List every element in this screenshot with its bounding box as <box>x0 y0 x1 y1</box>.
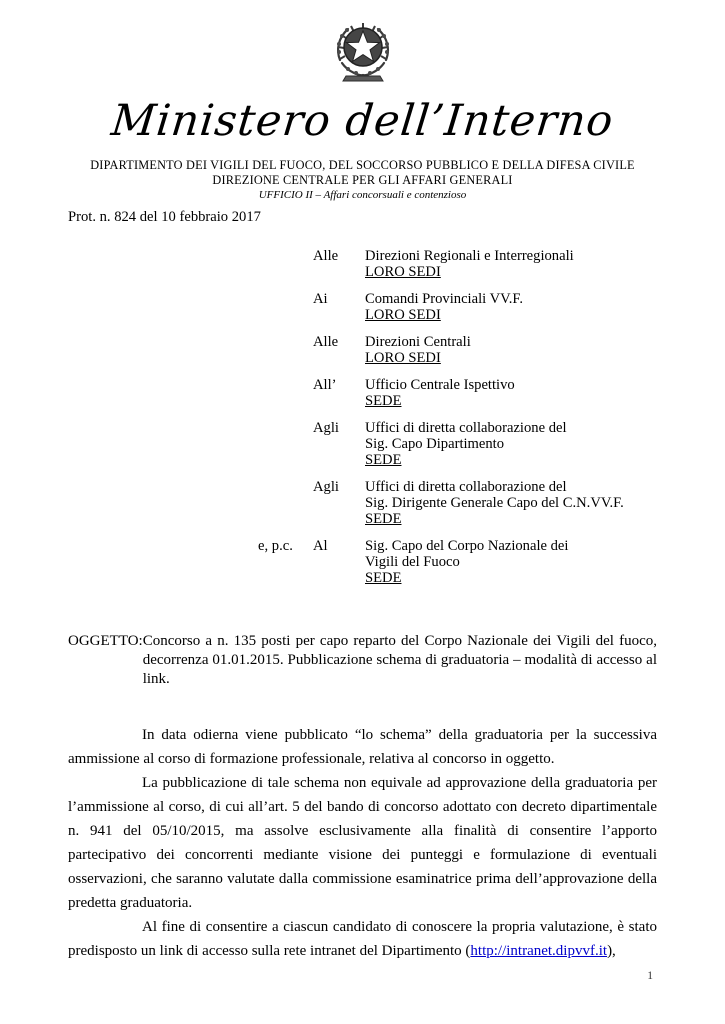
recipient-address <box>365 538 657 586</box>
recipient-line: Comandi Provinciali VV.F. <box>365 291 524 307</box>
recipient-pc-label <box>258 377 313 409</box>
recipient-row <box>258 538 657 586</box>
recipient-row <box>258 377 657 409</box>
recipient-address <box>365 334 657 366</box>
recipient-row <box>258 248 657 280</box>
recipient-seat: LORO SEDI <box>365 350 441 366</box>
recipient-row <box>258 420 657 468</box>
emblem-container <box>68 0 657 91</box>
page-number: 1 <box>647 970 653 982</box>
recipient-salutation: Alle <box>313 248 339 264</box>
recipient-salutation: Al <box>313 538 328 554</box>
letter-body <box>68 723 657 963</box>
recipient-line: Sig. Dirigente Generale Capo del C.N.VV.F. <box>365 495 624 511</box>
recipient-pc-label <box>258 291 313 323</box>
recipient-address <box>365 377 657 409</box>
office-line: UFFICIO II – Affari concorsuali e contenzioso <box>258 189 467 201</box>
recipient-line: Direzioni Regionali e Interregionali <box>365 248 574 264</box>
recipient-salutation: Agli <box>313 420 339 436</box>
recipient-line: Uffici di diretta collaborazione del <box>365 479 567 495</box>
intranet-link[interactable]: http://intranet.dipvvf.it <box>470 943 608 959</box>
directorate-line: DIREZIONE CENTRALE PER GLI AFFARI GENERALI <box>212 173 513 187</box>
recipient-pc-label <box>258 479 313 527</box>
recipient-line: Uffici di diretta collaborazione del <box>365 420 567 436</box>
recipient-pc-label: e, p.c. <box>258 538 293 554</box>
department-line: DIPARTIMENTO DEI VIGILI DEL FUOCO, DEL SOCCORSO PUBBLICO E DELLA DIFESA CIVILE <box>90 158 635 172</box>
body-paragraph-3-text: Al fine di consentire a ciascun candidato di conoscere la propria valutazione, è stato predisposto un link di accesso sulla rete intranet del Dipartimento ( <box>68 919 657 959</box>
recipient-seat: LORO SEDI <box>365 264 441 280</box>
recipient-row <box>258 479 657 527</box>
recipient-address <box>365 420 657 468</box>
recipient-line: Vigili del Fuoco <box>365 554 460 570</box>
body-paragraph-3-tail: ), <box>607 943 616 959</box>
protocol-number: Prot. n. 824 del 10 febbraio 2017 <box>68 209 261 225</box>
recipient-line: Sig. Capo del Corpo Nazionale dei <box>365 538 569 554</box>
recipient-salutation: Alle <box>313 334 339 350</box>
recipient-seat: SEDE <box>365 570 402 586</box>
recipient-address <box>365 479 657 527</box>
recipient-pc-label <box>258 420 313 468</box>
recipient-pc-label <box>258 334 313 366</box>
recipient-salutation: Agli <box>313 479 339 495</box>
subject-label: OGGETTO: <box>68 633 143 649</box>
recipient-address <box>365 291 657 323</box>
recipient-address <box>365 248 657 280</box>
recipient-line: Direzioni Centrali <box>365 334 471 350</box>
recipient-seat: SEDE <box>365 511 402 527</box>
recipient-line: Sig. Capo Dipartimento <box>365 436 505 452</box>
recipient-salutation: Ai <box>313 291 328 307</box>
body-paragraph-2: La pubblicazione di tale schema non equivale ad approvazione della graduatoria per l’ammissione al corso, di cui all’art. 5 del bando di concorso adottato con decreto dipartimentale n. 941 del 05/10/2015, ma assolve esclusivamente alla finalità di consentire l’apporto partecipativo dei concorrenti mediante visione dei punteggi e formulazione di eventuali osservazioni, che saranno valutate dalla commissione esaminatrice prima dell’approvazione della predetta graduatoria. <box>68 775 657 911</box>
recipient-seat: SEDE <box>365 393 402 409</box>
recipient-seat: SEDE <box>365 452 402 468</box>
recipients-block <box>258 248 657 586</box>
recipient-line: Ufficio Centrale Ispettivo <box>365 377 515 393</box>
recipient-seat: LORO SEDI <box>365 307 441 323</box>
ministry-title: Ministero dell’Interno <box>108 96 617 146</box>
body-paragraph-3 <box>68 915 657 963</box>
body-paragraph-1: In data odierna viene pubblicato “lo schema” della graduatoria per la successiva ammissione al corso di formazione professionale, relativa al concorso in oggetto. <box>68 727 657 767</box>
recipient-pc-label <box>258 248 313 280</box>
subject-text: Concorso a n. 135 posti per capo reparto del Corpo Nazionale dei Vigili del fuoco, decorrenza 01.01.2015. Pubblicazione schema di graduatoria – modalità di accesso al link. <box>142 633 657 687</box>
recipient-row <box>258 334 657 366</box>
recipient-row <box>258 291 657 323</box>
subject-block <box>68 632 657 689</box>
recipient-salutation: All’ <box>313 377 337 393</box>
italian-republic-emblem-icon <box>326 16 400 86</box>
